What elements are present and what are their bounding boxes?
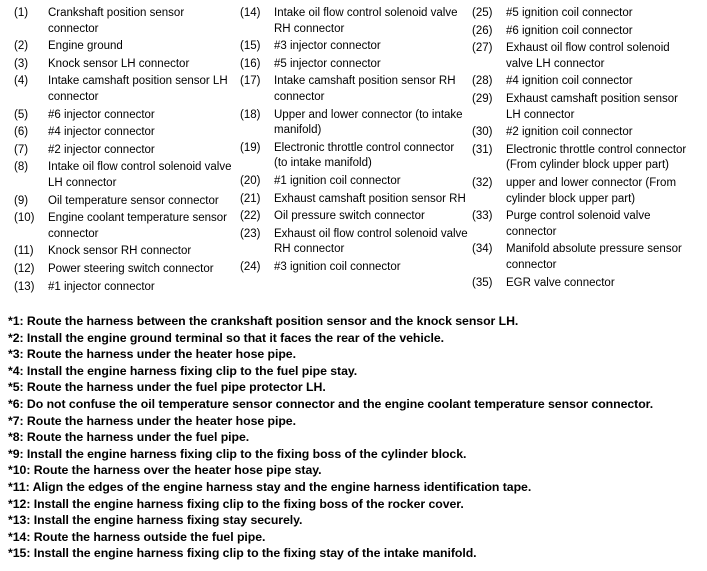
- legend-item-label: Oil temperature sensor connector: [48, 194, 219, 207]
- legend-item: [472, 242, 699, 273]
- legend-item: [240, 174, 472, 190]
- legend-item-label: Intake oil flow control solenoid valve LH connector: [48, 161, 232, 189]
- legend-item: [472, 92, 699, 123]
- legend-item-number: (27): [472, 42, 493, 55]
- connector-legend: [8, 6, 699, 297]
- legend-item-label: #6 injector connector: [48, 108, 155, 121]
- footnote: *14: Route the harness outside the fuel pipe.: [8, 529, 266, 544]
- legend-item-number: (4): [14, 75, 29, 88]
- legend-item-number: (21): [240, 192, 261, 205]
- legend-item: [472, 125, 699, 141]
- footnote: *4: Install the engine harness fixing clip to the fuel pipe stay.: [8, 363, 358, 378]
- legend-item-label: upper and lower connector (From cylinder block upper part): [506, 176, 677, 205]
- legend-item-label: #3 injector connector: [274, 40, 381, 53]
- legend-item: [14, 74, 240, 105]
- legend-item-label: Upper and lower connector (to intake manifold): [274, 108, 463, 137]
- footnote: *3: Route the harness under the heater hose pipe.: [8, 347, 296, 362]
- legend-item-label: Exhaust camshaft position sensor RH: [274, 192, 466, 205]
- legend-column-1: [8, 6, 240, 297]
- legend-item: [472, 209, 699, 240]
- legend-item: [472, 6, 699, 22]
- footnote: *5: Route the harness under the fuel pipe protector LH.: [8, 380, 326, 395]
- legend-item-number: (5): [14, 108, 29, 121]
- legend-item-number: (2): [14, 40, 29, 53]
- legend-item-number: (10): [14, 212, 35, 225]
- legend-item-number: (7): [14, 143, 29, 156]
- legend-item: [14, 39, 240, 55]
- footnote: *13: Install the engine harness fixing stay securely.: [8, 513, 303, 528]
- footnote: *15: Install the engine harness fixing clip to the fixing stay of the intake manifold.: [8, 546, 477, 561]
- legend-item: [472, 41, 699, 72]
- legend-item-number: (30): [472, 126, 493, 139]
- legend-item-label: Intake camshaft position sensor RH connector: [274, 75, 456, 103]
- legend-item-label: #5 injector connector: [274, 57, 381, 70]
- legend-item-label: Purge control solenoid valve connector: [506, 210, 651, 238]
- legend-item: [472, 176, 699, 207]
- legend-item-number: (34): [472, 243, 493, 256]
- legend-item: [472, 24, 699, 40]
- footnote: *2: Install the engine ground terminal so that it faces the rear of the vehicle.: [8, 330, 445, 345]
- legend-item: [14, 108, 240, 124]
- legend-item-label: Oil pressure switch connector: [274, 210, 425, 223]
- legend-item-number: (18): [240, 108, 261, 121]
- legend-item: [14, 211, 240, 242]
- legend-item-number: (14): [240, 7, 261, 19]
- legend-item: [14, 6, 240, 37]
- legend-item: [14, 194, 240, 210]
- legend-item-label: Power steering switch connector: [48, 262, 214, 275]
- footnote: *7: Route the harness under the heater hose pipe.: [8, 413, 296, 428]
- legend-item: [14, 280, 240, 296]
- legend-item-number: (19): [240, 141, 261, 154]
- legend-item-number: (33): [472, 210, 493, 223]
- legend-item: [14, 143, 240, 159]
- legend-item-label: #4 injector connector: [48, 126, 155, 139]
- legend-item-number: (16): [240, 57, 261, 70]
- legend-item-label: Intake camshaft position sensor LH connector: [48, 75, 228, 103]
- legend-item: [240, 227, 472, 258]
- legend-item-label: #1 injector connector: [48, 280, 155, 293]
- legend-item-number: (9): [14, 194, 29, 207]
- legend-item-label: Exhaust oil flow control solenoid valve RH connector: [274, 227, 468, 256]
- legend-item-number: (11): [14, 245, 34, 258]
- legend-item-label: Electronic throttle control connector (to intake manifold): [274, 141, 455, 170]
- legend-item: [14, 57, 240, 73]
- legend-item-label: #5 ignition coil connector: [506, 7, 633, 19]
- footnote: *9: Install the engine harness fixing clip to the fixing boss of the cylinder block.: [8, 446, 467, 461]
- legend-item-number: (1): [14, 7, 29, 19]
- legend-item: [14, 262, 240, 278]
- legend-item-number: (8): [14, 161, 29, 174]
- legend-item-label: Crankshaft position sensor connector: [48, 7, 185, 35]
- legend-item: [240, 57, 472, 73]
- footnotes-list: [8, 313, 699, 562]
- legend-item-number: (6): [14, 126, 29, 139]
- footnote: *8: Route the harness under the fuel pipe.: [8, 430, 250, 445]
- legend-item-number: (23): [240, 227, 261, 240]
- legend-item-number: (15): [240, 40, 261, 53]
- legend-column-2: [240, 6, 472, 278]
- legend-item-label: Engine coolant temperature sensor connector: [48, 212, 227, 240]
- legend-item-label: Electronic throttle control connector (From cylinder block upper part): [506, 143, 687, 172]
- legend-item: [472, 276, 699, 292]
- legend-item-label: Engine ground: [48, 40, 123, 53]
- legend-item-number: (24): [240, 260, 261, 273]
- legend-item-label: #1 ignition coil connector: [274, 174, 401, 187]
- legend-item: [240, 141, 472, 172]
- legend-item-label: Exhaust camshaft position sensor LH connector: [506, 92, 678, 121]
- legend-item-label: Intake oil flow control solenoid valve RH connector: [274, 7, 458, 35]
- legend-item-label: Manifold absolute pressure sensor connector: [506, 243, 682, 271]
- legend-item: [240, 6, 472, 37]
- legend-column-3: [472, 6, 699, 293]
- legend-item: [240, 209, 472, 225]
- legend-item: [14, 125, 240, 141]
- legend-item: [240, 192, 472, 208]
- legend-item: [240, 74, 472, 105]
- legend-item: [240, 108, 472, 139]
- legend-item-label: Knock sensor LH connector: [48, 57, 190, 70]
- legend-item-label: #3 ignition coil connector: [274, 260, 401, 273]
- legend-item-number: (26): [472, 24, 493, 37]
- legend-item-label: #2 ignition coil connector: [506, 126, 633, 139]
- legend-item-number: (31): [472, 143, 493, 156]
- footnote: *10: Route the harness over the heater hose pipe stay.: [8, 463, 322, 478]
- legend-item-label: #4 ignition coil connector: [506, 75, 633, 88]
- footnote: *11: Align the edges of the engine harness stay and the engine harness identification tape.: [8, 479, 532, 494]
- legend-item-number: (28): [472, 75, 493, 88]
- legend-item-number: (22): [240, 210, 261, 223]
- legend-item-number: (32): [472, 176, 493, 189]
- legend-item-number: (29): [472, 92, 493, 105]
- legend-item-number: (12): [14, 262, 35, 275]
- footnote: *1: Route the harness between the crankshaft position sensor and the knock sensor LH.: [8, 314, 519, 328]
- legend-item: [472, 74, 699, 90]
- legend-item-label: Knock sensor RH connector: [48, 245, 192, 258]
- legend-item-number: (13): [14, 280, 35, 293]
- footnote: *12: Install the engine harness fixing clip to the fixing boss of the rocker cover.: [8, 496, 464, 511]
- legend-item-label: #2 injector connector: [48, 143, 155, 156]
- legend-item-label: EGR valve connector: [506, 276, 615, 289]
- legend-item: [472, 143, 699, 174]
- footnote: *6: Do not confuse the oil temperature sensor connector and the engine coolant temperature sensor connector.: [8, 396, 654, 411]
- legend-item-label: Exhaust oil flow control solenoid valve LH connector: [506, 42, 670, 70]
- legend-item: [240, 260, 472, 276]
- legend-item: [14, 244, 240, 260]
- legend-item-number: (25): [472, 7, 493, 19]
- legend-item-label: #6 ignition coil connector: [506, 24, 633, 37]
- legend-item-number: (3): [14, 57, 29, 70]
- legend-item-number: (20): [240, 174, 261, 187]
- legend-item: [240, 39, 472, 55]
- legend-item: [14, 160, 240, 191]
- legend-item-number: (17): [240, 75, 261, 88]
- legend-item-number: (35): [472, 276, 493, 289]
